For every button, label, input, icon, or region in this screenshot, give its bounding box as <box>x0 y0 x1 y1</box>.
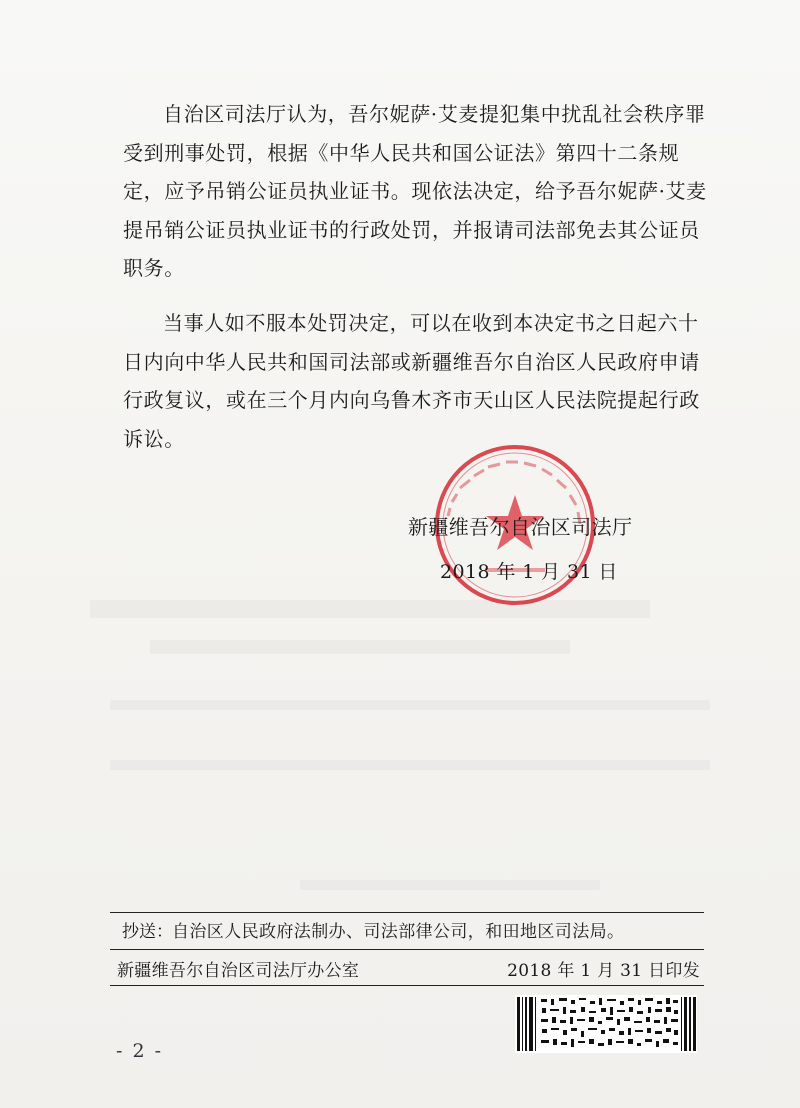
issuer-name: 新疆维吾尔自治区司法厅 <box>408 515 633 539</box>
divider <box>110 912 704 913</box>
print-date: 2018 年 1 月 31 日印发 <box>507 961 700 981</box>
show-through-artifact <box>110 700 710 710</box>
paragraph-text: 自治区司法厅认为，吾尔妮萨·艾麦提犯集中扰乱社会秩序罪受到刑事处罚，根据《中华人民共和国公证法》第四十二条规定，应予吊销公证员执业证书。现依法决定，给予吾尔妮萨·艾麦提吊销公证员执业证书的行政处罚，并报请司法部免去其公证员职务。 <box>123 102 707 281</box>
paragraph-text: 当事人如不服本处罚决定，可以在收到本决定书之日起六十日内向中华人民共和国司法部或新疆维吾尔自治区人民政府申请行政复议，或在三个月内向乌鲁木齐市天山区人民法院提起行政诉讼。 <box>123 311 700 451</box>
cc-label: 抄送： <box>122 922 173 942</box>
show-through-artifact <box>150 640 570 654</box>
barcode-icon <box>515 995 697 1053</box>
issue-date: 2018 年 1 月 31 日 <box>440 561 618 583</box>
divider <box>110 949 704 950</box>
appeal-paragraph <box>123 304 708 458</box>
show-through-artifact <box>110 760 710 770</box>
divider <box>110 985 704 986</box>
issuing-office: 新疆维吾尔自治区司法厅办公室 <box>117 961 360 981</box>
decision-paragraph <box>123 95 708 288</box>
cc-recipients: 自治区人民政府法制办、司法部律公司，和田地区司法局。 <box>172 922 625 942</box>
page-number: - 2 - <box>116 1040 164 1062</box>
show-through-artifact <box>300 880 600 890</box>
